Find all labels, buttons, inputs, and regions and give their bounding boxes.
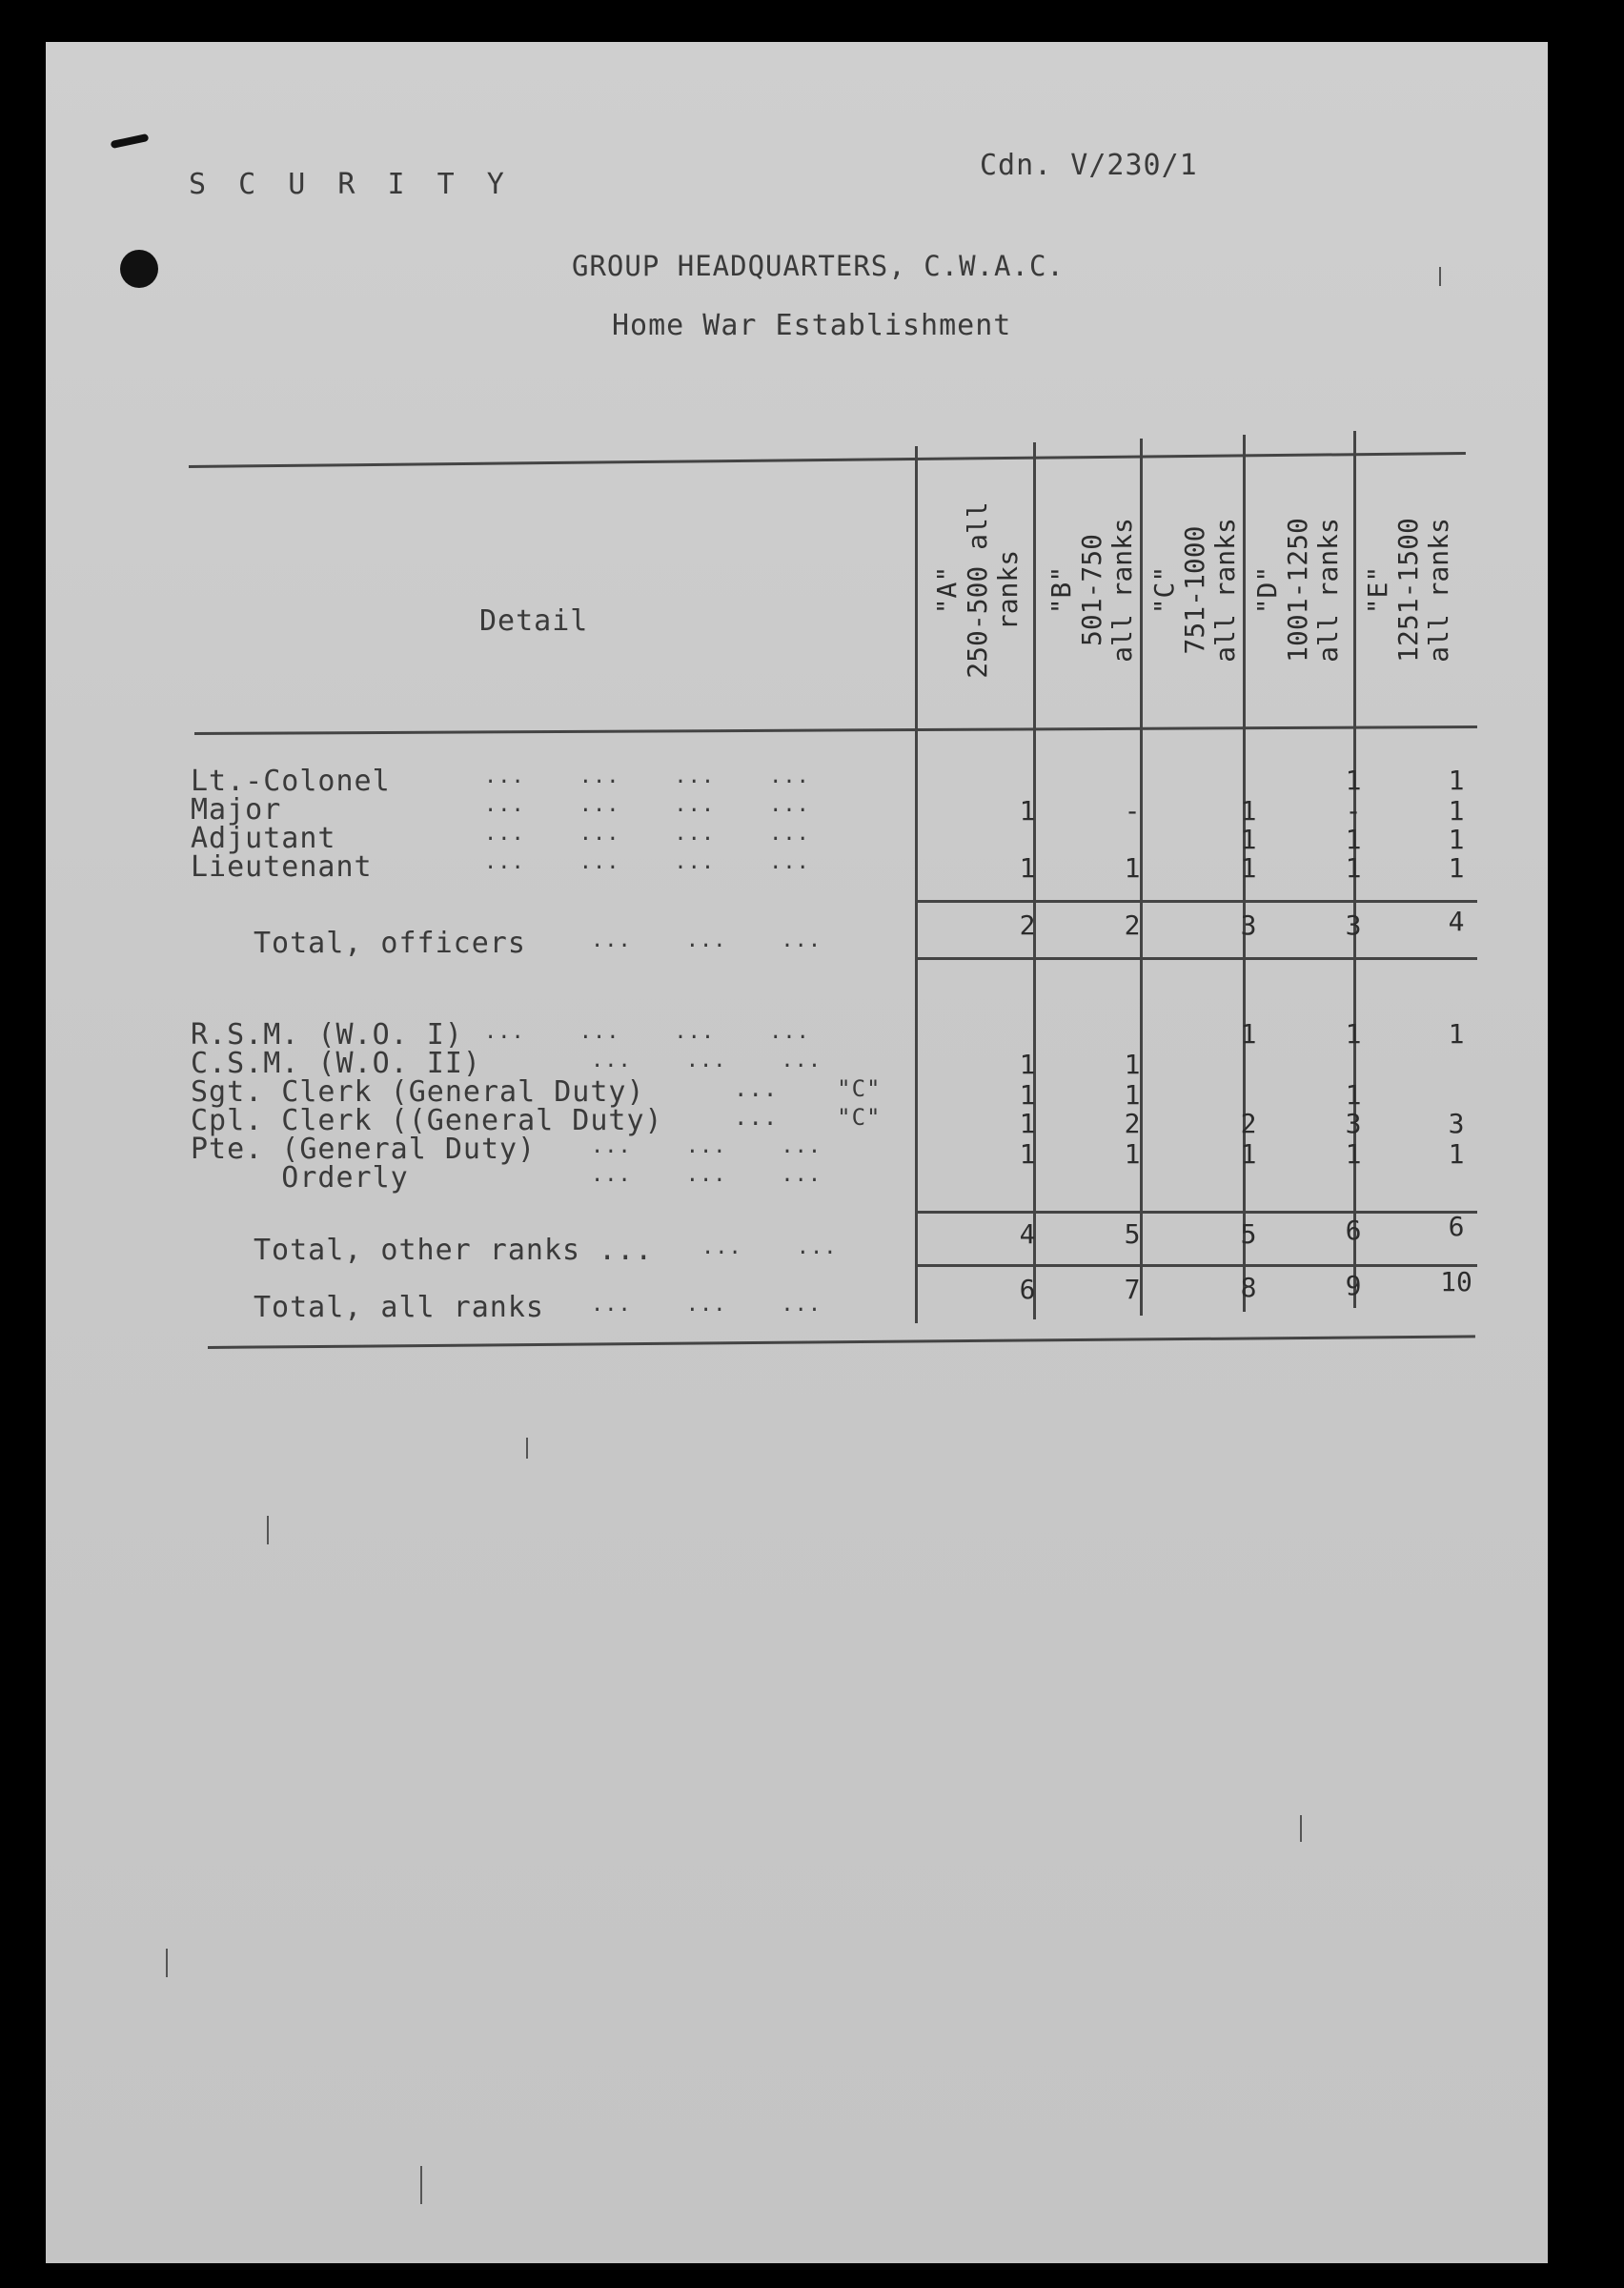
column-header-c: "C" 751-1000 all ranks xyxy=(1148,518,1241,663)
row-leader: ... ... ... ... xyxy=(484,850,810,874)
other-ranks-total-rule-2 xyxy=(915,1264,1477,1267)
row-leader: ... ... ... xyxy=(591,1293,822,1317)
column-header-e: "E" 1251-1500 all ranks xyxy=(1362,518,1454,663)
document-page xyxy=(46,42,1548,2263)
reference-number: Cdn. V/230/1 xyxy=(980,149,1198,182)
total-value: 5 xyxy=(1124,1218,1141,1250)
cell-value: 1 xyxy=(1240,852,1257,884)
cell-value: 1 xyxy=(1019,795,1036,827)
cell-value: 3 xyxy=(1345,1108,1362,1139)
row-label: Pte. (General Duty) xyxy=(191,1133,537,1166)
row-label: Sgt. Clerk (General Duty) xyxy=(191,1075,645,1109)
row-label: Orderly xyxy=(191,1161,409,1195)
total-all-ranks-label: Total, all ranks xyxy=(254,1291,544,1324)
row-leader: ... ... ... xyxy=(591,1163,822,1187)
cell-value: 1 xyxy=(1019,852,1036,884)
cell-value: 1 xyxy=(1019,1138,1036,1170)
column-header-a: "A" 250-500 all ranks xyxy=(931,501,1024,679)
officers-total-rule-2 xyxy=(915,957,1477,960)
cell-value: 1 xyxy=(1448,1018,1465,1050)
row-leader: ... ... ... xyxy=(591,929,822,952)
cell-value: 1 xyxy=(1019,1108,1036,1139)
other-ranks-total-rule xyxy=(915,1211,1477,1214)
cell-value: 1 xyxy=(1345,765,1362,796)
cell-value: 1 xyxy=(1240,1138,1257,1170)
total-value: 9 xyxy=(1345,1270,1362,1301)
total-value: 3 xyxy=(1240,909,1257,941)
officers-total-rule xyxy=(915,900,1477,903)
cell-value: 1 xyxy=(1448,795,1465,827)
cell-value: 1 xyxy=(1019,1079,1036,1111)
document-subtitle: Home War Establishment xyxy=(612,309,1012,342)
total-value: 8 xyxy=(1240,1272,1257,1303)
row-leader: ... ... ... ... xyxy=(484,822,810,846)
cell-value: 1 xyxy=(1240,824,1257,855)
cell-value: 1 xyxy=(1124,1138,1141,1170)
film-scratch xyxy=(1439,267,1441,286)
row-leader: ... ... ... ... xyxy=(484,765,810,788)
table-bottom-rule xyxy=(208,1335,1475,1349)
row-label: R.S.M. (W.O. I) xyxy=(191,1018,463,1052)
film-scratch xyxy=(420,2166,422,2204)
total-other-ranks-label: Total, other ranks ... xyxy=(254,1234,654,1267)
row-leader: ... ... ... xyxy=(591,1049,822,1072)
cell-value: 1 xyxy=(1240,795,1257,827)
row-leader: ... ... ... ... xyxy=(484,793,810,817)
row-leader: ... ... xyxy=(701,1236,838,1259)
punch-hole xyxy=(120,250,158,288)
column-separator xyxy=(915,446,918,1323)
cell-value: 1 xyxy=(1345,1138,1362,1170)
total-officers-label: Total, officers xyxy=(254,927,526,960)
total-value: 10 xyxy=(1440,1266,1472,1297)
row-label: Major xyxy=(191,793,282,827)
document-title: GROUP HEADQUARTERS, C.W.A.C. xyxy=(572,250,1065,282)
row-label: Adjutant xyxy=(191,822,336,855)
security-heading: S C U R I T Y xyxy=(189,168,512,201)
cell-value: 1 xyxy=(1448,1138,1465,1170)
cell-value: 1 xyxy=(1345,824,1362,855)
cell-value: 3 xyxy=(1448,1108,1465,1139)
cell-value: 1 xyxy=(1345,1079,1362,1111)
row-label: C.S.M. (W.O. II) xyxy=(191,1047,481,1080)
film-scratch xyxy=(166,1949,168,1977)
film-scratch xyxy=(1300,1815,1302,1842)
total-value: 6 xyxy=(1019,1274,1036,1305)
row-leader: ... ... ... xyxy=(591,1134,822,1158)
table-top-rule xyxy=(189,452,1466,468)
total-value: 7 xyxy=(1124,1274,1141,1305)
total-value: 2 xyxy=(1019,909,1036,941)
total-value: 5 xyxy=(1240,1218,1257,1250)
cell-value: 1 xyxy=(1448,765,1465,796)
cell-value: 1 xyxy=(1124,1049,1141,1080)
row-leader: ... "C" xyxy=(734,1075,882,1102)
cell-value: - xyxy=(1345,795,1362,827)
total-value: 6 xyxy=(1345,1215,1362,1246)
row-label: Cpl. Clerk ((General Duty) xyxy=(191,1104,663,1137)
ink-mark xyxy=(111,133,150,149)
row-label: Lt.-Colonel xyxy=(191,765,391,798)
cell-value: 2 xyxy=(1240,1108,1257,1139)
total-value: 3 xyxy=(1345,909,1362,941)
cell-value: 2 xyxy=(1124,1108,1141,1139)
cell-value: 1 xyxy=(1448,852,1465,884)
row-leader: ... "C" xyxy=(734,1104,882,1131)
total-value: 4 xyxy=(1019,1218,1036,1250)
table-header-rule xyxy=(194,725,1477,735)
column-header-d: "D" 1001-1250 all ranks xyxy=(1251,518,1344,663)
column-header-b: "B" 501-750 all ranks xyxy=(1045,518,1138,663)
row-label: Lieutenant xyxy=(191,850,373,884)
cell-value: 1 xyxy=(1345,852,1362,884)
cell-value: 1 xyxy=(1240,1018,1257,1050)
cell-value: 1 xyxy=(1124,852,1141,884)
film-scratch xyxy=(526,1438,528,1459)
cell-value: 1 xyxy=(1019,1049,1036,1080)
total-value: 4 xyxy=(1448,906,1465,937)
row-leader: ... ... ... ... xyxy=(484,1020,810,1044)
total-value: 6 xyxy=(1448,1211,1465,1242)
detail-column-header: Detail xyxy=(479,604,589,638)
cell-value: 1 xyxy=(1124,1079,1141,1111)
film-scratch xyxy=(267,1516,269,1544)
cell-value: 1 xyxy=(1345,1018,1362,1050)
cell-value: 1 xyxy=(1448,824,1465,855)
total-value: 2 xyxy=(1124,909,1141,941)
cell-value: - xyxy=(1124,795,1141,827)
